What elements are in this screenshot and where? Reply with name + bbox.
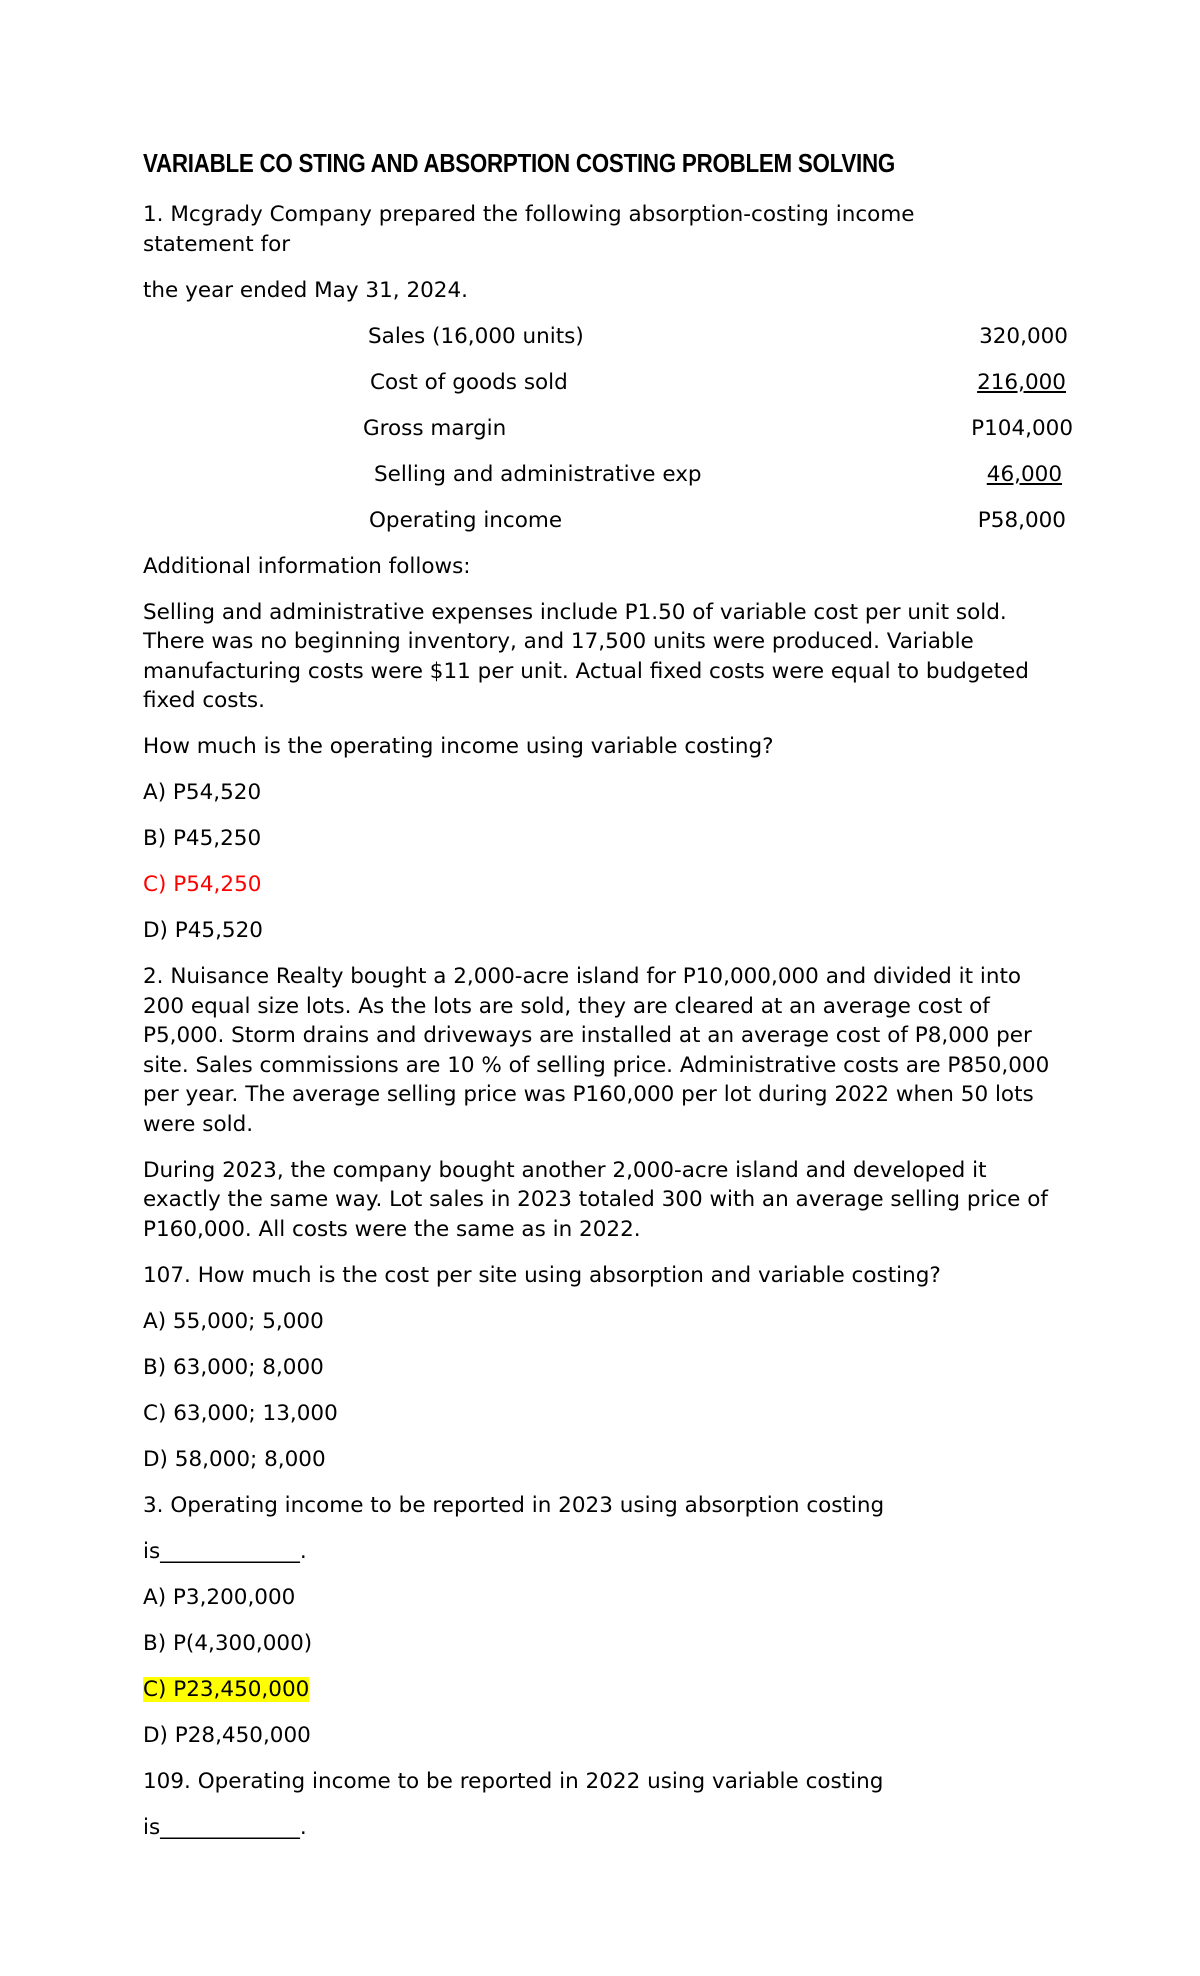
- statement-label: Gross margin: [363, 415, 507, 441]
- statement-label: Cost of goods sold: [370, 369, 568, 395]
- statement-value: 46,000: [986, 461, 1062, 487]
- q3-option-b: B) P(4,300,000): [143, 1630, 313, 1656]
- statement-row: [368, 460, 1073, 490]
- statement-label: Sales (16,000 units): [368, 323, 584, 349]
- q3-option-c-highlighted: C) P23,450,000: [143, 1676, 310, 1702]
- q3-option-d: D) P28,450,000: [143, 1722, 311, 1748]
- statement-row: [368, 506, 1073, 536]
- q107-option-d: D) 58,000; 8,000: [143, 1446, 326, 1472]
- statement-label: Operating income: [369, 507, 563, 533]
- q109-question-blank: is_____________.: [143, 1814, 307, 1840]
- q1-option-d: D) P45,520: [143, 918, 263, 943]
- document-title: VARIABLE CO STING AND ABSORPTION COSTING PROBLEM SOLVING: [143, 148, 896, 178]
- document-body: [143, 200, 1083, 1859]
- q1-option-a: A) P54,520: [143, 780, 262, 805]
- q2-paragraph-1: 2. Nuisance Realty bought a 2,000-acre island for P10,000,000 and divided it into 200 equal size lots. As the lots are sold, they are cleared at an average cost of P5,000. Storm drains and driveways are installed at an average cost of P8,000 per site. Sales commissions are 10 % of selling price. Administrative costs are P850,000 per year. The average selling price was P160,000 per lot during 2022 when 50 lots were sold.: [143, 964, 1050, 1137]
- q109-question: 109. Operating income to be reported in 2022 using variable costing: [143, 1768, 884, 1794]
- statement-value: 320,000: [979, 323, 1068, 349]
- statement-value: P58,000: [977, 507, 1066, 533]
- statement-value: 216,000: [977, 369, 1066, 395]
- statement-row: [368, 322, 1073, 352]
- statement-row: [368, 368, 1073, 398]
- additional-info-heading: Additional information follows:: [143, 553, 471, 579]
- q3-option-a: A) P3,200,000: [143, 1584, 296, 1610]
- q1-question: How much is the operating income using variable costing?: [143, 734, 774, 759]
- income-statement: [363, 322, 1083, 536]
- q107-question: 107. How much is the cost per site using absorption and variable costing?: [143, 1262, 941, 1288]
- q1-option-b: B) P45,250: [143, 826, 262, 851]
- q107-option-b: B) 63,000; 8,000: [143, 1354, 324, 1380]
- q3-question: 3. Operating income to be reported in 2023 using absorption costing: [143, 1492, 885, 1518]
- q2-paragraph-2: During 2023, the company bought another 2,000-acre island and developed it exactly the same way. Lot sales in 2023 totaled 300 with an average selling price of P160,000. All costs were the same as in 2022.: [143, 1157, 1048, 1242]
- q1-details: Selling and administrative expenses include P1.50 of variable cost per unit sold. There was no beginning inventory, and 17,500 units were produced. Variable manufacturing costs were $11 per unit. Actual fixed costs were equal to budgeted fixed costs.: [143, 599, 1029, 713]
- q3-question-blank: is_____________.: [143, 1538, 307, 1564]
- q107-option-c: C) 63,000; 13,000: [143, 1400, 338, 1426]
- q1-option-c-answer: C) P54,250: [143, 872, 262, 897]
- q107-option-a: A) 55,000; 5,000: [143, 1308, 324, 1334]
- statement-row: [363, 414, 1073, 444]
- statement-value: P104,000: [971, 415, 1073, 441]
- q1-intro: 1. Mcgrady Company prepared the following absorption-costing income statement for: [143, 202, 915, 257]
- q1-intro-date: the year ended May 31, 2024.: [143, 277, 468, 303]
- statement-label: Selling and administrative exp: [374, 461, 702, 487]
